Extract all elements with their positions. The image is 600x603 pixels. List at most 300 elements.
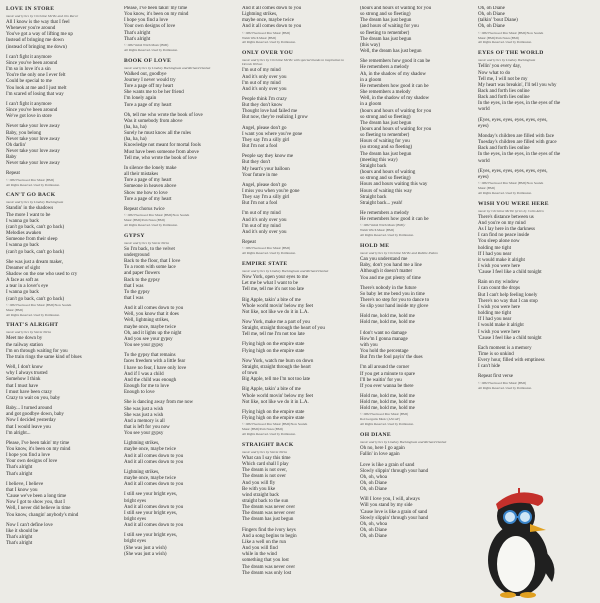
- copyright-note: © 1982 Fleetwood Mac Music (BMI)/Now Sounds: [478, 30, 544, 35]
- lyric-line: The dream has just begun: [360, 151, 412, 157]
- lyric-line: If I had you near: [478, 251, 512, 257]
- lyric-line: Tellin' you every day,: [478, 64, 521, 70]
- lyric-line: so strong and so fleeting): [360, 12, 411, 18]
- lyric-line: Oh, oh, whoa: [360, 521, 387, 527]
- song-block: [124, 6, 236, 53]
- lyric-line: Well, in the shadow of my shadow: [360, 96, 430, 102]
- song-block: [478, 6, 594, 45]
- lyric-line: I still see your bright eyes,: [124, 533, 178, 539]
- lyric-line: I want you where you've gone: [242, 131, 303, 137]
- lyric-line: Although it doesn't matter: [360, 269, 413, 275]
- lyric-line: So baby let me bend you in time: [360, 291, 425, 297]
- lyric-line: In the eyes, in the eyes, in the eyes of the: [478, 152, 561, 158]
- copyright-note: Music (BMI)/Pom Notes (BMI): [242, 427, 283, 432]
- lyric-line: He remembers a melody: [360, 65, 410, 71]
- lyric-line: The dream was never over: [242, 511, 296, 517]
- lyric-line: But now, they're realizing I grow: [242, 115, 308, 121]
- lyric-line: (instead of bringing me down): [6, 44, 67, 50]
- lyric-line: Tell me, who wrote the book of love: [124, 155, 197, 161]
- lyric-line: But I'm not a fool: [242, 144, 278, 150]
- lyric-line: (can't go back, can't go back): [6, 249, 65, 255]
- lyrics-column: [242, 6, 354, 599]
- lyric-line: and got goodbye down, baby: [6, 412, 64, 418]
- lyric-line: Well, I never did believe in time: [6, 506, 71, 512]
- lyric-line: The dream was never over: [242, 505, 296, 511]
- lyric-line: I'm scared of losing that way: [6, 91, 64, 97]
- lyric-line: 'Cause I feel like a child tonight: [478, 270, 542, 276]
- lyric-line: Whenever you're around: [6, 26, 56, 32]
- lyric-line: Oh, oh Diane: [478, 6, 505, 11]
- copyright-note: All Rights Reserved. Used by Permission.: [242, 432, 296, 436]
- song-block: [6, 322, 118, 547]
- lyric-line: That's alright: [6, 535, 33, 540]
- lyric-line: I wanna go back: [6, 243, 39, 249]
- lyric-line: I'll be waitin' for you: [360, 377, 402, 383]
- copyright-note: © 1982 Welsh Witch Music (BMI): [124, 42, 169, 47]
- song-block: [478, 50, 594, 195]
- lyric-line: The dream is not over,: [242, 468, 287, 474]
- lyric-line: Lightning strikes,: [242, 12, 278, 18]
- lyric-line: Ah, in the shadow of my shadow: [360, 71, 426, 77]
- lyric-line: Must have been someone from above: [124, 149, 199, 155]
- lyric-line: And the child was enough: [124, 377, 177, 383]
- song-credit: music and lyrics by Christine McVie with special thanks to inspiration to Dennis Wilson: [242, 58, 344, 67]
- lyric-line: (and hours of waiting for you: [360, 24, 419, 30]
- lyric-line: Oh, oh Diane: [360, 487, 387, 493]
- lyric-line: And it all comes down to you: [242, 24, 302, 30]
- lyric-line: She remembers how good it can be: [360, 59, 431, 65]
- lyric-line: And a song begins to begin: [242, 533, 297, 539]
- lyric-line: I don't want no damage: [360, 330, 407, 336]
- lyric-line: Repeat chorus twice: [124, 206, 165, 212]
- copyright-note: All Rights Reserved. Used by Permission.: [478, 190, 532, 195]
- lyric-line: Lightning strikes,: [124, 469, 160, 475]
- lyric-line: bright eyes: [124, 498, 147, 504]
- song-credit: music and lyrics by Stevie Nicks: [124, 240, 170, 245]
- lyric-line: I'm on through waiting for you: [6, 348, 68, 354]
- lyric-line: And if I was a child: [124, 371, 164, 377]
- lyric-line: That's alright: [6, 471, 33, 477]
- lyric-line: I'm out of my mind: [242, 211, 281, 217]
- lyric-line: so strong and so fleeting): [360, 176, 411, 182]
- lyric-line: Can you understand me: [360, 257, 408, 263]
- lyric-line: But I can't help feeling lonely: [478, 292, 538, 298]
- lyric-line: And it all comes down to you: [124, 306, 184, 312]
- lyric-line: Well, the dream has just begun: [360, 49, 422, 55]
- song-credit: music and lyrics by Lindsey Buckingham: [478, 58, 536, 63]
- lyric-line: Well, you know that it does: [124, 312, 179, 318]
- lyric-line: I'm out of my mind: [242, 68, 281, 74]
- lyric-line: like it should be: [6, 528, 39, 534]
- lyric-line: and paper flowers: [124, 271, 160, 277]
- lyric-line: while in the wind: [242, 552, 277, 558]
- lyric-line: Flying high on the empire state: [242, 342, 305, 348]
- lyric-line: Please, I've been takin' my time: [124, 6, 188, 11]
- song-title: STRAIGHT BACK: [242, 441, 294, 448]
- lyric-line: Oh, oh Diane: [360, 528, 387, 534]
- lyric-line: Now I can't define love: [6, 522, 53, 528]
- lyric-line: eyes): [478, 174, 489, 180]
- song-title: EYES OF THE WORLD: [478, 50, 544, 57]
- lyric-line: Your own designs of love: [6, 459, 58, 465]
- lyric-line: And it all comes down to you: [124, 482, 184, 488]
- lyric-line: She is dancing away from me now: [124, 400, 194, 406]
- lyric-line: the railway station: [6, 342, 43, 348]
- lyric-line: Hours and hours waiting this way: [360, 182, 428, 188]
- lyric-line: She was just a wish: [124, 406, 164, 412]
- lyric-line: The dream has just begun: [242, 517, 294, 523]
- lyric-line: Baby, don't you hand me a line: [360, 263, 422, 269]
- lyric-line: As I lay here in the darkness: [478, 227, 535, 233]
- lyric-line: Big Apple, takin' a bite of me: [242, 387, 301, 393]
- song-block: [478, 201, 594, 391]
- lyric-line: 'Cause love is like a grain of sand: [360, 509, 428, 515]
- lyric-line: Please, I've been takin' my time: [6, 440, 70, 446]
- lyric-line: so fleeting to remember): [360, 30, 410, 36]
- lyric-line: Back and forth lies online: [478, 88, 530, 94]
- lyric-line: She wants me to be her friend: [124, 90, 184, 96]
- lyric-line: She was just a wish: [124, 412, 164, 418]
- lyric-line: I miss you when you're gone: [242, 189, 300, 194]
- lyric-line: Back and forth lies online: [478, 95, 530, 101]
- lyric-line: something that you lost: [242, 558, 289, 564]
- copyright-note: Music (BMI): [6, 307, 23, 312]
- lyric-line: I believe, I believe: [6, 481, 44, 487]
- song-credit: music and lyrics by Lindsey Buckingham and Richard Dashut: [242, 269, 329, 274]
- lyric-line: If you get a minute to spare: [360, 371, 415, 377]
- lyric-line: Time is so unkind: [478, 352, 514, 357]
- lyric-line: Tell me, tell me I'm not too late: [242, 332, 305, 338]
- copyright-note: © 1982 Fleetwood Mac Music (BMI)/Now Sounds: [478, 181, 544, 185]
- lyric-line: Oh, oh Diane: [478, 24, 505, 30]
- lyric-line: That's alright: [6, 465, 33, 471]
- copyright-note: Rod Gorgoms Music (ASCAP): [360, 417, 400, 422]
- lyric-line: (hours and hours of waiting for you: [360, 108, 432, 114]
- song-title: OH DIANE: [360, 432, 391, 439]
- lyric-line: You see your gypsy: [124, 343, 164, 349]
- lyric-line: Surely he must know all the rules: [124, 131, 191, 137]
- lyric-line: Oh, oh Diane: [360, 480, 387, 486]
- lyric-line: There's distance between us: [478, 214, 534, 220]
- lyric-line: maybe once, maybe twice: [124, 447, 176, 453]
- lyrics-column: [124, 6, 236, 599]
- lyric-line: My heart was breakin', I'll tell you why: [478, 82, 557, 88]
- lyric-line: Never take your love away: [6, 136, 60, 142]
- lyric-line: The dream was never over: [242, 564, 296, 570]
- lyric-line: that I must have: [6, 383, 39, 389]
- lyric-line: I have no fear, I have only love: [124, 365, 187, 371]
- lyric-line: (talkin' 'bout Diane): [478, 18, 518, 24]
- lyric-line: Never take your love away: [6, 161, 60, 167]
- lyric-line: that I was: [124, 283, 144, 289]
- lyric-line: To a room with some lace: [124, 265, 176, 271]
- lyric-line: that I would leave you: [6, 424, 51, 430]
- lyric-line: Baby... I turned around: [6, 406, 53, 412]
- lyric-line: Now what to do: [478, 70, 511, 76]
- lyric-line: Monday's children are filled with face: [478, 133, 555, 139]
- lyric-line: So slip your hand inside my glove: [360, 304, 429, 310]
- lyric-line: Repeat first verse: [478, 374, 513, 380]
- copyright-note: All Rights Reserved. Used by Permission.: [478, 40, 532, 45]
- lyric-line: To the gypsy: [124, 289, 150, 295]
- lyric-line: Baby, you belong: [6, 130, 42, 136]
- lyric-line: You know, it's been on my mind: [124, 12, 189, 18]
- lyric-line: Oh, oh Diane: [360, 534, 387, 540]
- lyric-line: wind straight back: [242, 492, 279, 498]
- song-credit: music and lyrics by Christine McVie and Robbie Patton: [360, 251, 438, 256]
- lyric-line: Somehow I think: [6, 377, 41, 383]
- lyric-line: Instead of bringing me down: [6, 38, 64, 44]
- lyric-line: eyes): [478, 123, 489, 129]
- lyric-line: If I had you near: [478, 317, 512, 323]
- lyric-line: Someone from their sleep: [6, 237, 58, 243]
- song-block: [124, 233, 236, 558]
- lyric-line: Shadow on the one who used to cry: [6, 271, 78, 277]
- lyric-line: You know, it's been on my mind: [6, 446, 71, 452]
- lyric-line: Angel, please don't go: [242, 125, 287, 131]
- song-block: [6, 6, 118, 187]
- lyric-line: The dream has just begun: [360, 120, 412, 126]
- copyright-note: Music (BMI)/Pom Notes (BMI): [478, 35, 519, 40]
- lyric-line: In silence the lonely make: [124, 165, 177, 171]
- lyric-line: She was just a dream maker,: [6, 259, 64, 265]
- song-block: [360, 432, 472, 540]
- lyric-line: If you ever wanna be there: [360, 383, 414, 389]
- lyric-line: There's no way that I can stop: [478, 298, 538, 304]
- lyric-line: And it's only over you: [242, 74, 287, 80]
- lyric-line: Now York, watch me burn on down: [242, 358, 314, 364]
- lyric-line: They say I'm a silly girl: [242, 195, 290, 201]
- copyright-note: © 1982 Fleetwood Mac Music (BMI)/Now Sounds: [242, 422, 308, 427]
- lyric-line: People say they know me: [242, 154, 294, 160]
- lyric-line: And you will find: [242, 546, 278, 552]
- lyric-line: A face as soft as: [6, 278, 39, 284]
- lyric-line: And you will fly: [242, 480, 276, 486]
- lyric-line: Oh, and it lights up the night: [124, 330, 182, 336]
- lyric-line: Could be special to me: [6, 79, 52, 85]
- lyric-line: Tore a page off my heart: [124, 84, 174, 90]
- lyric-line: There's nobody in the future: [360, 285, 417, 291]
- lyric-line: And it all comes down to you: [124, 453, 184, 459]
- lyric-line: Big Apple, takin' a bite of me: [242, 297, 301, 303]
- lyric-line: I wish you were here: [478, 329, 520, 335]
- song-title: ONLY OVER YOU: [242, 50, 294, 57]
- lyric-line: that is left for you now: [124, 424, 170, 430]
- lyric-line: Lightning strikes,: [124, 441, 160, 447]
- lyric-line: We've got love in store: [6, 114, 52, 120]
- lyric-line: And you're on my mind: [478, 220, 526, 226]
- lyric-line: bright eyes: [124, 517, 147, 522]
- lyric-line: In the eyes, in the eyes, in the eyes of the: [478, 101, 561, 107]
- lyric-line: Whole world movin' below my feet: [242, 303, 314, 309]
- lyric-line: I'm all around the corner: [360, 365, 410, 371]
- copyright-note: Welsh Witch Music (BMI): [360, 228, 394, 233]
- lyric-line: I'm lonely again: [124, 96, 157, 102]
- copyright-note: All Rights Reserved. Used by Permission.: [6, 182, 60, 187]
- lyric-line: (ha, ha, ha): [124, 137, 147, 143]
- copyright-note: © 1982 Welsh Witch Music (BMI)/: [360, 223, 406, 228]
- lyric-line: maybe once, maybe twice: [124, 324, 176, 330]
- song-block: [242, 442, 354, 577]
- copyright-note: © 1982 Fleetwood Mac Music (BMI): [478, 380, 527, 385]
- lyric-line: I wish you were here: [478, 304, 520, 310]
- lyric-line: Tore a page of my heart: [124, 102, 172, 108]
- lyric-line: faces freedom with a little fear: [124, 359, 186, 365]
- lyric-line: Knowledge not meant for mortal fools: [124, 143, 201, 149]
- copyright-note: All Rights Reserved. Used by Permission.: [124, 47, 178, 52]
- lyric-line: Hold me, hold me, hold me: [360, 394, 415, 399]
- copyright-note: All Rights Reserved. Used by Permission.: [360, 422, 414, 427]
- lyric-line: (ha, ha, ha): [124, 125, 147, 130]
- lyric-line: (meeting this way): [360, 157, 398, 163]
- lyric-line: Fingers find the ivory keys: [242, 527, 296, 533]
- lyric-line: You look at me and I just melt: [6, 85, 67, 91]
- lyric-line: They say I'm a silly girl: [242, 137, 290, 143]
- lyric-line: Never take your love away: [6, 148, 60, 154]
- copyright-note: All Rights Reserved. Used by Permission.: [360, 233, 414, 238]
- lyric-line: maybe once, maybe twice: [124, 476, 176, 482]
- lyric-line: Whole world movin' below my feet: [242, 393, 314, 399]
- lyric-line: I can find no peace inside: [478, 233, 530, 239]
- lyric-line: Dreamer of sight: [6, 265, 40, 271]
- lyric-line: (She was just a wish): [124, 551, 167, 557]
- lyric-line: And it all comes down to you: [124, 459, 184, 465]
- lyric-line: (She was just a wish): [124, 545, 167, 551]
- copyright-note: © 1982 Fleetwood Mac Music (BMI): [6, 177, 55, 182]
- lyric-line: 'Cause we've been a long time: [6, 494, 67, 500]
- lyric-line: Every hour, filled with emptiness: [478, 358, 545, 364]
- lyric-line: That's alright: [6, 541, 33, 547]
- lyric-line: Hold me, hold me, hold me: [360, 400, 415, 406]
- copyright-note: © 1982 Fleetwood Mac Music (BMI): [242, 246, 291, 251]
- lyric-line: The dream has just begun: [360, 36, 412, 42]
- lyric-line: Oh, oh, whoa: [360, 474, 387, 480]
- lyric-line: Flying high on the empire state: [242, 409, 305, 415]
- lyric-line: Rain on my window: [478, 280, 519, 286]
- lyric-line: world: [478, 107, 490, 113]
- lyric-line: Oh darlin': [6, 142, 26, 148]
- lyric-line: Like a well on the run: [242, 539, 287, 545]
- song-title: GYPSY: [124, 232, 145, 239]
- lyric-line: straight back to the sun: [242, 499, 289, 504]
- lyric-line: Back to the gypsy: [124, 277, 160, 283]
- lyric-line: And you see your gypsy: [124, 336, 173, 342]
- lyric-line: And it's only over you: [242, 229, 287, 235]
- lyric-line: Each moment is a memory: [478, 345, 532, 351]
- lyric-line: Not like, not like we do it in L.A.: [242, 309, 309, 315]
- lyric-line: And it all comes down to you: [124, 523, 184, 529]
- copyright-note: © 1982 Fleetwood Mac Music (BMI): [242, 30, 291, 35]
- copyright-note: All Rights Reserved. Used by Permission.: [242, 40, 296, 45]
- lyric-line: Hold me, hold me, hold me: [360, 314, 415, 320]
- lyric-line: I would make it alright: [478, 323, 524, 329]
- lyric-line: Big Apple, tell me I'm not too late: [242, 377, 311, 383]
- lyric-line: Will I love you, I will, always: [360, 497, 420, 503]
- lyric-line: underground: [124, 252, 150, 258]
- song-title: CAN'T GO BACK: [6, 192, 56, 199]
- lyric-line: And it all comes down to you: [242, 6, 302, 11]
- song-block: [242, 6, 354, 45]
- lyric-line: (can't go back, can't go back): [6, 224, 65, 230]
- copyright-note: © 1982 Fleetwood Mac Music (BMI)/Now Sounds: [6, 302, 72, 307]
- lyric-line: Well, I don't know: [6, 365, 43, 371]
- lyric-line: I wish you were here: [478, 263, 520, 269]
- lyric-line: All I know is the way that I feel: [6, 20, 70, 25]
- lyrics-column: [6, 6, 118, 599]
- lyric-line: What can I say this time: [242, 455, 291, 461]
- lyric-line: Baby: [6, 155, 17, 161]
- lyric-line: He remembers how good it can be: [360, 217, 429, 223]
- lyric-line: Standin' in the shadows: [6, 206, 54, 212]
- lyric-line: But I'm not a fool: [242, 201, 278, 207]
- lyric-line: Not like, not like we do it in L.A.: [242, 399, 309, 405]
- lyric-line: Was it somebody from above: [124, 118, 183, 124]
- song-title: HOLD ME: [360, 243, 390, 250]
- lyric-line: But they don't: [242, 160, 271, 166]
- song-credit: music and lyrics by Lindsey Buckingham and Richard Dashut: [124, 65, 211, 70]
- lyric-line: He remembers how good it can be: [360, 83, 429, 89]
- copyright-note: All Rights Reserved. Used by Permission.: [242, 251, 296, 256]
- lyric-line: Flying high on the empire state: [242, 416, 305, 422]
- song-block: [242, 50, 354, 256]
- lyric-line: The dream was only lost: [242, 570, 292, 576]
- lyric-line: Your own designs of love: [124, 24, 176, 30]
- copyright-note: All Rights Reserved. Used by Permission.: [124, 222, 178, 227]
- lyric-line: Crazy to wait on you, baby: [6, 395, 61, 401]
- lyric-line: You and me got plenty of time: [360, 275, 421, 281]
- lyric-line: I hope you find a love: [124, 18, 169, 24]
- lyric-line: Oh, oh Diane: [478, 12, 505, 18]
- lyric-line: But they don't know: [242, 103, 283, 109]
- lyric-line: (Eyes, eyes, eyes, eyes, eyes, eyes,: [478, 168, 548, 174]
- lyric-line: Straight back: [360, 163, 387, 169]
- lyric-line: that I was: [124, 296, 144, 301]
- lyric-line: why I always trusted: [6, 371, 48, 377]
- song-credit: music and lyrics by Lindsey Buckingham and Richard Dashut: [360, 440, 447, 445]
- lyric-line: Meet me down by: [6, 336, 43, 342]
- lyric-line: I must have been crazy: [6, 389, 53, 395]
- lyric-line: Since you've been around: [6, 108, 58, 114]
- lyric-line: Slowly slippin' through your hand: [360, 468, 429, 474]
- lyric-line: Repeat: [242, 240, 256, 246]
- lyric-line: You're the only one I ever felt: [6, 73, 66, 79]
- lyric-line: of town: [242, 371, 258, 377]
- song-credit: music by Christine McVie lyrics by Colin Allen: [478, 208, 544, 213]
- lyric-line: Since you've been around: [6, 60, 58, 66]
- lyric-line: Tuesday's children are filled with grace: [478, 140, 557, 146]
- lyric-line: Let me be what I want to be: [242, 281, 298, 287]
- lyric-line: I still see your bright eyes,: [124, 492, 178, 498]
- lyric-line: (so strong and so fleeting): [360, 145, 413, 151]
- lyric-line: Now I decided yesterday: [6, 418, 56, 424]
- lyric-line: Will you stand by my side: [360, 503, 413, 509]
- lyric-line: The dream has just begun: [360, 18, 412, 24]
- lyric-line: all their mistakes: [124, 172, 159, 178]
- lyric-line: world: [478, 158, 490, 164]
- lyric-line: Walked out, goodbye: [124, 71, 167, 77]
- lyric-line: Melodies awaken: [6, 231, 42, 237]
- lyric-line: (can't go back, can't go back): [6, 296, 65, 302]
- song-credit: music and lyrics by Christine McVie and Jim Recor: [6, 14, 79, 18]
- lyric-line: Hours of waiting this way: [360, 188, 412, 194]
- lyric-line: You sleep alone now: [478, 239, 520, 245]
- lyric-line: You see your gypsy: [124, 431, 164, 437]
- lyric-line: I can count the drops: [478, 286, 520, 292]
- lyric-line: Slowly slippin' through your hand: [360, 515, 429, 521]
- lyric-line: bright eyes: [124, 539, 147, 545]
- lyric-line: I'm out of my mind: [242, 80, 281, 86]
- lyric-line: Be with you like: [242, 486, 276, 492]
